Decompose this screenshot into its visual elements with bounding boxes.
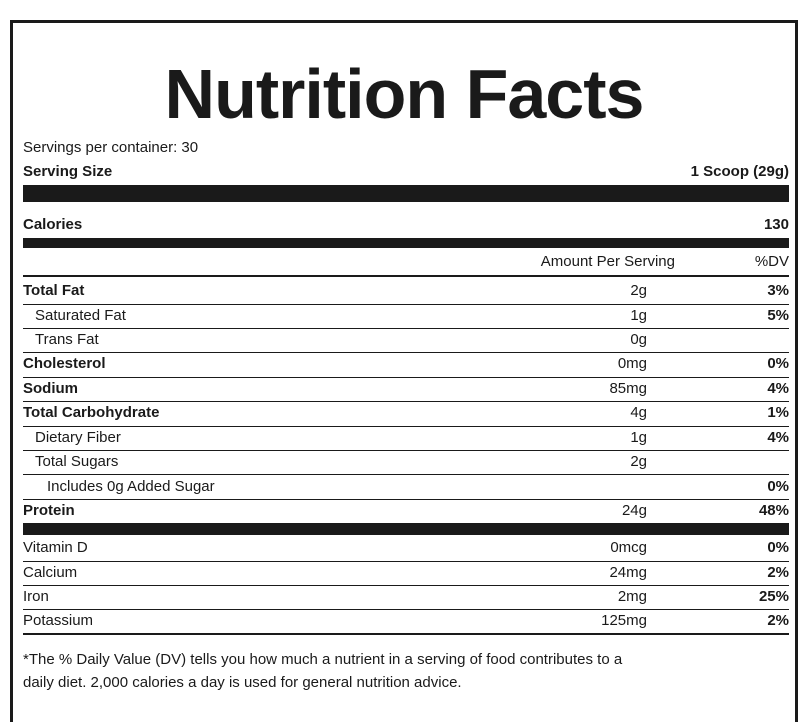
nutrient-dv: 3% bbox=[767, 282, 789, 299]
nutrient-row-protein bbox=[23, 499, 789, 523]
serving-size-label: Serving Size bbox=[23, 163, 113, 180]
nutrient-amount: 2g bbox=[630, 453, 647, 470]
dv-header: %DV bbox=[754, 253, 789, 270]
nutrient-name: Trans Fat bbox=[35, 331, 99, 348]
vitamin-amount: 24mg bbox=[609, 564, 647, 581]
vitamin-amount: 2mg bbox=[617, 588, 647, 605]
nutrient-name: Saturated Fat bbox=[35, 307, 126, 324]
vitamin-row-iron bbox=[23, 585, 789, 609]
nutrient-amount: 2g bbox=[630, 282, 647, 299]
nutrient-amount: 0g bbox=[630, 331, 647, 348]
nutrient-dv: 4% bbox=[767, 380, 789, 397]
nutrient-name: Total Sugars bbox=[35, 453, 119, 470]
nutrient-amount: 1g bbox=[630, 429, 647, 446]
vitamin-row-potassium bbox=[23, 609, 789, 633]
vitamin-name: Iron bbox=[23, 588, 49, 605]
nutrient-dv: 5% bbox=[767, 307, 789, 324]
nutrient-amount: 85mg bbox=[609, 380, 647, 397]
vitamin-row-calcium bbox=[23, 561, 789, 585]
nutrient-row-total-carbohydrate bbox=[23, 401, 789, 425]
nutrient-dv: 1% bbox=[767, 404, 789, 421]
nutrient-name: Total Fat bbox=[23, 282, 85, 299]
calories-label: Calories bbox=[23, 216, 83, 233]
nutrient-dv: 0% bbox=[767, 355, 789, 372]
nutrient-name: Protein bbox=[23, 502, 75, 519]
vitamin-amount: 0mcg bbox=[610, 539, 647, 556]
nutrient-name: Cholesterol bbox=[23, 355, 106, 372]
thick-divider bbox=[23, 185, 789, 202]
vitamin-name: Potassium bbox=[23, 612, 94, 629]
row-divider bbox=[23, 633, 789, 635]
medium-divider bbox=[23, 238, 789, 248]
nutrient-amount: 4g bbox=[630, 404, 647, 421]
nutrient-row-added-sugar bbox=[23, 475, 789, 499]
medium-divider bbox=[23, 523, 789, 535]
vitamin-dv: 2% bbox=[767, 564, 789, 581]
nutrient-dv: 0% bbox=[767, 478, 789, 495]
nutrient-row-saturated-fat bbox=[23, 304, 789, 328]
nutrient-row-cholesterol bbox=[23, 352, 789, 376]
vitamin-name: Calcium bbox=[23, 564, 78, 581]
vitamin-dv: 2% bbox=[767, 612, 789, 629]
nutrient-amount: 24g bbox=[621, 502, 647, 519]
label-title: Nutrition Facts bbox=[164, 55, 644, 133]
nutrient-amount: 1g bbox=[630, 307, 647, 324]
nutrient-name: Dietary Fiber bbox=[35, 429, 121, 446]
nutrient-row-dietary-fiber bbox=[23, 426, 789, 450]
vitamin-name: Vitamin D bbox=[23, 539, 88, 556]
calories-row bbox=[23, 213, 789, 237]
amount-per-serving-header: Amount Per Serving bbox=[540, 253, 675, 270]
nutrient-name: Total Carbohydrate bbox=[23, 404, 160, 421]
vitamin-dv: 25% bbox=[758, 588, 789, 605]
vitamin-row-vitamin-d bbox=[23, 536, 789, 560]
nutrient-dv: 48% bbox=[758, 502, 789, 519]
nutrient-name: Includes 0g Added Sugar bbox=[47, 478, 215, 495]
nutrient-name: Sodium bbox=[23, 380, 78, 397]
vitamin-dv: 0% bbox=[767, 539, 789, 556]
nutrient-row-total-sugars bbox=[23, 450, 789, 474]
serving-size-row bbox=[23, 160, 789, 184]
nutrition-label bbox=[10, 20, 798, 722]
servings-per-container: Servings per container: 30 bbox=[23, 139, 199, 156]
nutrient-row-sodium bbox=[23, 377, 789, 401]
nutrient-dv: 4% bbox=[767, 429, 789, 446]
daily-value-footnote: *The % Daily Value (DV) tells you how much a nutrient in a serving of food contributes to a daily diet. 2,000 calories a day is used for general nutrition advice. bbox=[23, 651, 623, 691]
calories-value: 130 bbox=[763, 216, 789, 233]
vitamin-amount: 125mg bbox=[601, 612, 647, 629]
serving-size-value: 1 Scoop (29g) bbox=[690, 163, 789, 180]
nutrient-amount: 0mg bbox=[617, 355, 647, 372]
row-divider bbox=[23, 275, 789, 277]
nutrient-row-total-fat bbox=[23, 279, 789, 303]
nutrient-row-trans-fat bbox=[23, 328, 789, 352]
column-header-row bbox=[23, 250, 789, 274]
